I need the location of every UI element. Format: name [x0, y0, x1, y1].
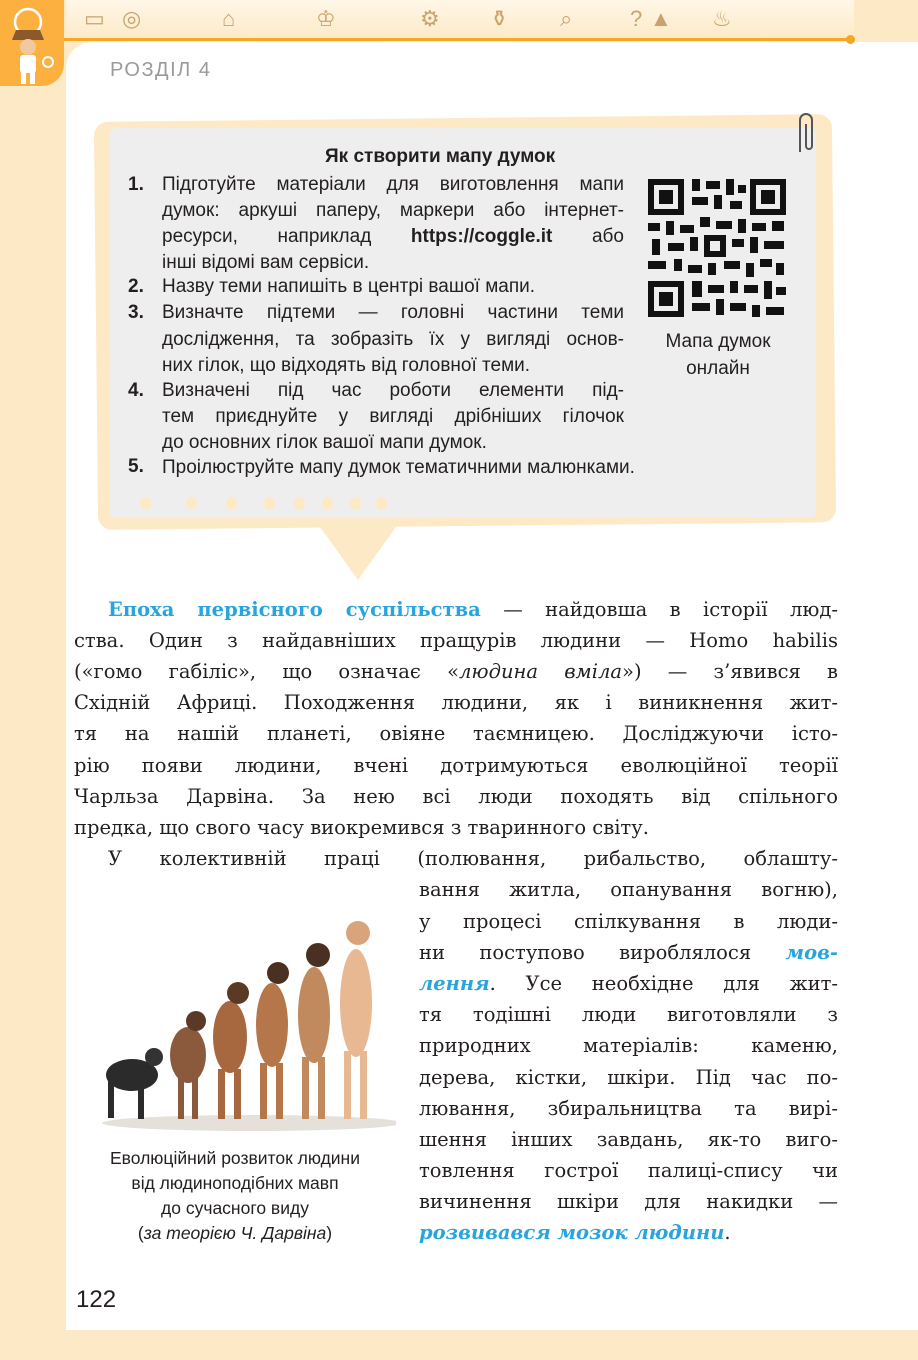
term-highlight: мов- [785, 941, 838, 964]
body-line: ства. Один з найдавніших пращурів людини — Homo habilis [74, 629, 838, 652]
card-pointer [318, 524, 398, 580]
card-text-line: Визначте підтеми — головні частини теми [162, 302, 624, 323]
torn-edge-dot [376, 497, 387, 510]
paperclip-icon [792, 112, 818, 156]
body-line: Чарльза Дарвіна. За нею всі люди походять від спільного [74, 785, 838, 808]
qr-caption: Мапа думок онлайн [665, 331, 771, 379]
hominid-figure [170, 1011, 206, 1119]
gears-icon: ⚙ [420, 6, 440, 31]
step-number: 2. [128, 276, 144, 297]
vase-icon: ⚱ [490, 6, 509, 31]
pyramid-icon: ▲ [650, 6, 672, 31]
body-line: У колективній праці (полювання, рибальство, облашту- [108, 847, 838, 870]
body-line: ни поступово вироблялося мов- [419, 941, 838, 964]
italic-phrase: людина вміла [459, 660, 623, 683]
step-number: 5. [128, 456, 144, 477]
term-highlight: лення [419, 972, 490, 995]
modern-human-figure [340, 921, 372, 1119]
term-highlight: розвивався мозок людини [419, 1221, 725, 1244]
body-line: Епоха первісного суспільства — найдовша в історії люд- [108, 598, 838, 621]
card-text-line: дослідження, та зобразіть їх у вигляді основ- [162, 329, 624, 350]
body-line: шення інших завдань, як-то виго- [419, 1128, 838, 1151]
header-strip [66, 0, 854, 40]
body-line: дерева, кістки, шкіри. Під час по- [419, 1066, 838, 1089]
chimpanzee-figure [106, 1048, 163, 1119]
museum-icon: ⌂ [222, 6, 236, 31]
step-number: 3. [128, 302, 144, 323]
torn-edge-dot [322, 497, 333, 510]
header-rule-dot [846, 35, 855, 44]
evolution-illustration [92, 905, 396, 1133]
magnifier-book-icon: ⌕ [560, 6, 573, 31]
hominid-figure [298, 943, 330, 1119]
body-line: лювання, збиральництва та вирі- [419, 1097, 838, 1120]
torn-edge-dot [140, 497, 151, 510]
body-line: розвивався мозок людини. [419, 1221, 731, 1244]
body-line: товлення гострої палиці-спису чи [419, 1159, 838, 1182]
body-line: («гомо габіліс», що означає «людина вміла») — з’явився в [74, 660, 838, 683]
section-label: РОЗДІЛ 4 [110, 59, 212, 81]
body-line: предка, що свого часу виокремився з тваринного світу. [74, 816, 649, 839]
card-text-line: Визначені під час роботи елементи під- [162, 380, 624, 401]
card-text-line: Проілюструйте мапу думок тематичними малюнками. [162, 457, 635, 478]
card-text-line: ресурси, наприклад https://coggle.it або [162, 226, 625, 247]
step-number: 1. [128, 174, 144, 195]
body-line: природних матеріалів: каменю, [419, 1034, 838, 1057]
card-text-line: інші відомі вам сервіси. [162, 252, 370, 273]
card-text-line: тем приєднуйте у вигляді дрібніших гілочок [162, 406, 624, 427]
explorer-avatar [0, 0, 64, 86]
question-icon: ? [630, 6, 643, 31]
torn-edge-dot [350, 497, 361, 510]
torn-edge-dot [294, 497, 305, 510]
explorer-figure-icon [0, 0, 64, 86]
body-line: лення. Усе необхідне для жит- [419, 972, 838, 995]
qr-code[interactable] [646, 177, 788, 319]
candle-icon: ♨ [712, 6, 732, 31]
body-line: у процесі спілкування в люди- [419, 910, 838, 933]
hominid-figure [256, 962, 289, 1119]
card-text-line: них гілок, що відходять від головної теми. [162, 355, 531, 376]
card-title: Як створити мапу думок [325, 146, 556, 167]
torn-edge-dot [264, 497, 275, 510]
body-line: вичинення шкіри для накидки — [419, 1190, 838, 1213]
card-text-line: Назву теми напишіть в центрі вашої мапи. [162, 276, 536, 297]
card-text-line: до основних гілок вашої мапи думок. [162, 432, 487, 453]
body-line: тя тодішні люди виготовляли з [419, 1003, 838, 1026]
treasure-chest-icon: ▭ [84, 6, 105, 31]
bottom-band [0, 1330, 918, 1360]
body-line: вання житла, опанування вогню), [419, 878, 838, 901]
term-highlight: Епоха первісного суспільства [108, 598, 481, 621]
torn-edge-dot [226, 497, 237, 510]
torn-edge-dot [186, 497, 197, 510]
coggle-url[interactable]: https://coggle.it [410, 226, 553, 247]
header-rule [60, 38, 850, 41]
hominid-figure [213, 982, 249, 1119]
ornament-icon: ◎ [122, 6, 142, 31]
step-number: 4. [128, 380, 144, 401]
body-line: рію появи людини, вчені дотримуються еволюційної теорії [74, 754, 838, 777]
crown-icon: ♔ [316, 6, 336, 31]
card-text-line: думок: аркуші паперу, маркери або інтернет- [162, 200, 624, 221]
page-number: 122 [76, 1286, 117, 1313]
body-line: Східній Африці. Походження людини, як і виникнення жит- [74, 691, 838, 714]
card-text-line: Підготуйте матеріали для виготовлення мапи [162, 174, 624, 195]
figure-caption: Еволюційний розвиток людини від людиноподібних мавп до сучасного виду (за теорією Ч. Дарвіна) [109, 1148, 361, 1243]
body-line: тя на нашій планеті, овіяне таємницею. Досліджуючи істо- [74, 722, 838, 745]
